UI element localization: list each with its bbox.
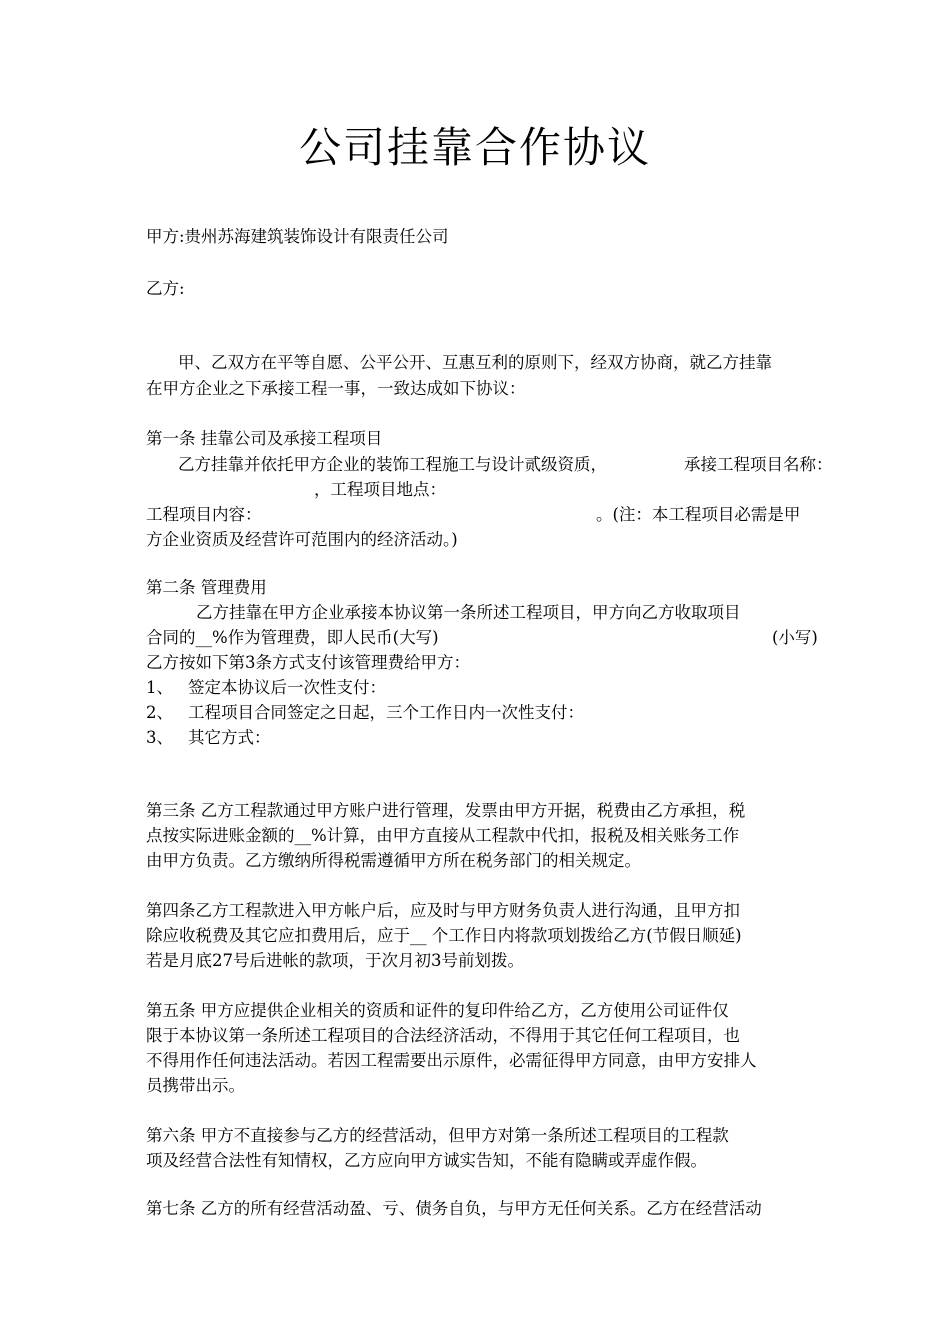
intro-line-1: 甲、乙双方在平等自愿、公平公开、互惠互利的原则下，经双方协商，就乙方挂靠 (178, 353, 772, 372)
article-1-line-1a: 乙方挂靠并依托甲方企业的装饰工程施工与设计贰级资质， (178, 455, 607, 474)
article-6-line-2: 项及经营合法性有知情权，乙方应向甲方诚实告知，不能有隐瞒或弄虚作假。 (146, 1151, 707, 1170)
article-2-line-1: 乙方挂靠在甲方企业承接本协议第一条所述工程项目，甲方向乙方收取项目 (196, 603, 741, 622)
article-7-line-1: 第七条 乙方的所有经营活动盈、亏、债务自负，与甲方无任何关系。乙方在经营活动 (146, 1199, 762, 1218)
article-3-line-3: 由甲方负责。乙方缴纳所得税需遵循甲方所在税务部门的相关规定。 (146, 851, 641, 870)
item-number: 1、 (146, 678, 173, 697)
article-4-line-2: 除应收税费及其它应扣费用后，应于__ 个工作日内将款项划拨给乙方(节假日顺延) (146, 926, 742, 945)
article-1-line-3b: 。(注：本工程项目必需是甲 (596, 505, 801, 524)
article-2-item-1 (146, 675, 386, 700)
item-text: 签定本协议后一次性支付： (188, 678, 386, 697)
article-2-line-3: 乙方按如下第3条方式支付该管理费给甲方： (146, 653, 470, 672)
item-number: 3、 (146, 728, 173, 747)
article-4-line-3: 若是月底27号后进帐的款项，于次月初3号前划拨。 (146, 951, 524, 970)
article-3-line-2: 点按实际进账金额的__%计算，由甲方直接从工程款中代扣，报税及相关账务工作 (146, 826, 740, 845)
intro-line-2: 在甲方企业之下承接工程一事，一致达成如下协议： (146, 379, 526, 398)
article-5-line-1: 第五条 甲方应提供企业相关的资质和证件的复印件给乙方，乙方使用公司证件仅 (146, 1001, 729, 1020)
article-1-line-4: 方企业资质及经营许可范围内的经济活动。) (146, 530, 458, 549)
article-2-heading: 第二条 管理费用 (146, 578, 267, 597)
article-1-heading: 第一条 挂靠公司及承接工程项目 (146, 429, 383, 448)
article-2-item-2 (146, 700, 584, 725)
article-5-line-2: 限于本协议第一条所述工程项目的合法经济活动，不得用于其它任何工程项目，也 (146, 1026, 740, 1045)
article-1-line-1b: 承接工程项目名称： (684, 455, 833, 474)
article-1-line-3a: 工程项目内容： (146, 505, 262, 524)
item-number: 2、 (146, 703, 173, 722)
item-text: 其它方式： (188, 728, 271, 747)
article-2-item-3 (146, 725, 271, 750)
article-4-line-1: 第四条乙方工程款进入甲方帐户后，应及时与甲方财务负责人进行沟通，且甲方扣 (146, 901, 740, 920)
document-title: 公司挂靠合作协议 (298, 123, 651, 172)
party-a: 甲方:贵州苏海建筑装饰设计有限责任公司 (146, 227, 449, 246)
article-5-line-3: 不得用作任何违法活动。若因工程需要出示原件，必需征得甲方同意，由甲方安排人 (146, 1051, 757, 1070)
article-2-line-2b: (小写) (772, 628, 818, 647)
article-5-line-4: 员携带出示。 (146, 1076, 245, 1095)
article-3-line-1: 第三条 乙方工程款通过甲方账户进行管理，发票由甲方开据，税费由乙方承担，税 (146, 801, 746, 820)
party-b: 乙方: (146, 279, 185, 298)
item-text: 工程项目合同签定之日起，三个工作日内一次性支付： (188, 703, 584, 722)
article-6-line-1: 第六条 甲方不直接参与乙方的经营活动，但甲方对第一条所述工程项目的工程款 (146, 1126, 729, 1145)
article-2-line-2a: 合同的__%作为管理费，即人民币(大写) (146, 628, 439, 647)
article-1-line-2: ，工程项目地点： (314, 480, 446, 499)
